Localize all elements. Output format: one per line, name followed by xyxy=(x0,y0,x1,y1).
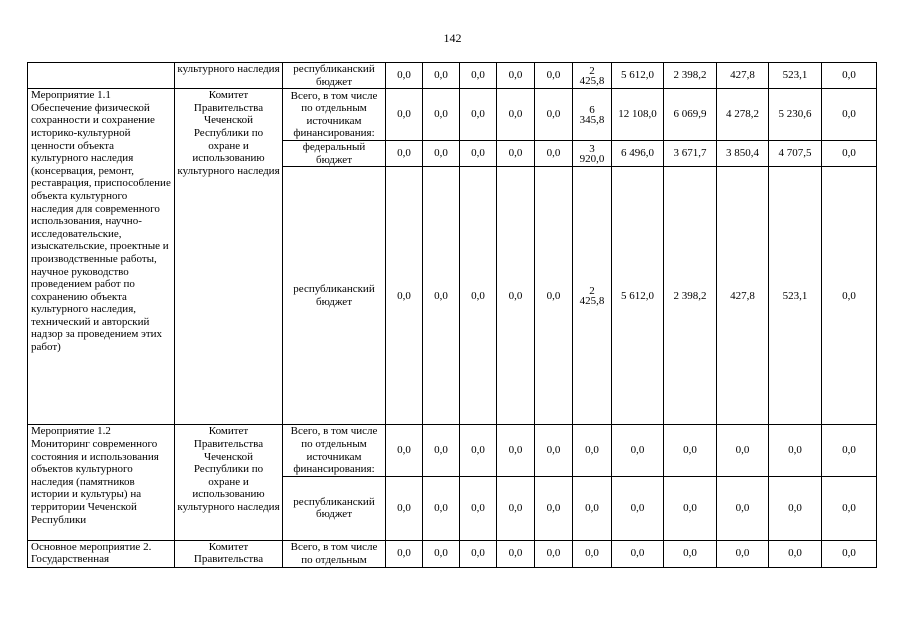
value-text: 2 425,8 xyxy=(579,284,605,307)
page-number: 142 xyxy=(443,31,462,45)
value-cell xyxy=(573,141,612,167)
value-cell: 0,0 xyxy=(423,476,460,540)
table-row xyxy=(28,89,877,141)
value-cell: 6 496,0 xyxy=(612,141,664,167)
value-cell: 0,0 xyxy=(423,89,460,141)
value-cell: 427,8 xyxy=(717,167,769,425)
value-cell: 0,0 xyxy=(717,540,769,567)
value-cell: 0,0 xyxy=(460,141,497,167)
value-cell: 0,0 xyxy=(497,540,535,567)
value-cell: 3 850,4 xyxy=(717,141,769,167)
value-cell: 0,0 xyxy=(664,540,717,567)
value-cell: 0,0 xyxy=(664,425,717,476)
value-cell xyxy=(573,89,612,141)
value-cell: 4 707,5 xyxy=(769,141,822,167)
value-cell: 0,0 xyxy=(460,540,497,567)
value-cell: 0,0 xyxy=(769,476,822,540)
source-cell: Всего, в том числе по отдельным источникам финансирования: xyxy=(283,425,386,476)
value-cell: 0,0 xyxy=(535,89,573,141)
source-cell: Всего, в том числе по отдельным источникам финансирования: xyxy=(283,89,386,141)
executor-cell: Комитет Правительства Чеченской Республики по охране и использованию культурного наследия xyxy=(175,425,283,540)
value-cell: 0,0 xyxy=(497,141,535,167)
value-cell: 0,0 xyxy=(573,540,612,567)
event-cell: Основное мероприятие 2. Государственная xyxy=(28,540,175,567)
value-cell: 0,0 xyxy=(386,476,423,540)
value-cell: 0,0 xyxy=(535,540,573,567)
value-text: 2 425,8 xyxy=(579,64,605,87)
value-cell: 5 612,0 xyxy=(612,63,664,89)
value-cell: 0,0 xyxy=(386,425,423,476)
source-cell: Всего, в том числе по отдельным xyxy=(283,540,386,567)
value-cell: 0,0 xyxy=(460,63,497,89)
value-cell: 0,0 xyxy=(535,425,573,476)
executor-cell: культурного наследия xyxy=(175,63,283,89)
table-row xyxy=(28,425,877,476)
value-cell: 5 612,0 xyxy=(612,167,664,425)
value-cell: 12 108,0 xyxy=(612,89,664,141)
value-cell: 0,0 xyxy=(573,476,612,540)
value-cell: 6 069,9 xyxy=(664,89,717,141)
value-cell: 0,0 xyxy=(664,476,717,540)
value-cell: 0,0 xyxy=(822,141,877,167)
executor-cell: Комитет Правительства Чеченской Республики по охране и использованию культурного наследия xyxy=(175,89,283,425)
value-cell: 523,1 xyxy=(769,167,822,425)
value-cell: 427,8 xyxy=(717,63,769,89)
value-cell: 0,0 xyxy=(386,63,423,89)
value-cell: 0,0 xyxy=(386,141,423,167)
value-cell: 0,0 xyxy=(822,425,877,476)
value-cell: 0,0 xyxy=(612,476,664,540)
value-cell: 0,0 xyxy=(386,540,423,567)
table-row xyxy=(28,540,877,567)
value-cell: 0,0 xyxy=(497,476,535,540)
source-cell: республиканский бюджет xyxy=(283,63,386,89)
value-cell: 0,0 xyxy=(822,63,877,89)
value-cell: 2 398,2 xyxy=(664,167,717,425)
source-cell: республиканский бюджет xyxy=(283,476,386,540)
value-cell: 0,0 xyxy=(386,167,423,425)
value-cell: 0,0 xyxy=(822,540,877,567)
source-cell: республиканский бюджет xyxy=(283,167,386,425)
value-cell: 0,0 xyxy=(822,167,877,425)
value-cell: 0,0 xyxy=(423,63,460,89)
value-cell: 0,0 xyxy=(460,476,497,540)
value-cell: 0,0 xyxy=(423,141,460,167)
event-cell xyxy=(28,63,175,89)
value-cell: 0,0 xyxy=(769,540,822,567)
value-cell: 0,0 xyxy=(386,89,423,141)
event-cell: Мероприятие 1.2 Мониторинг современного состояния и использования объектов культурного наследия (памятников истории и культуры) на территории Чеченской Республики xyxy=(28,425,175,540)
value-cell: 0,0 xyxy=(717,425,769,476)
value-cell: 0,0 xyxy=(497,167,535,425)
value-text: 6 345,8 xyxy=(579,103,605,126)
value-cell: 3 671,7 xyxy=(664,141,717,167)
value-cell: 4 278,2 xyxy=(717,89,769,141)
executor-cell: Комитет Правительства xyxy=(175,540,283,567)
budget-table xyxy=(27,62,877,568)
value-cell: 0,0 xyxy=(822,89,877,141)
value-cell: 0,0 xyxy=(497,63,535,89)
table-row xyxy=(28,63,877,89)
value-cell: 0,0 xyxy=(612,425,664,476)
value-cell xyxy=(573,167,612,425)
value-cell: 0,0 xyxy=(535,167,573,425)
source-cell: федеральный бюджет xyxy=(283,141,386,167)
value-cell: 0,0 xyxy=(769,425,822,476)
table-body xyxy=(28,63,877,568)
value-cell: 0,0 xyxy=(535,141,573,167)
value-cell: 0,0 xyxy=(460,425,497,476)
value-cell: 0,0 xyxy=(822,476,877,540)
value-cell: 523,1 xyxy=(769,63,822,89)
value-cell: 0,0 xyxy=(460,89,497,141)
value-text: 3 920,0 xyxy=(579,142,605,165)
value-cell: 0,0 xyxy=(423,425,460,476)
value-cell: 5 230,6 xyxy=(769,89,822,141)
value-cell: 0,0 xyxy=(612,540,664,567)
value-cell: 0,0 xyxy=(423,540,460,567)
value-cell: 0,0 xyxy=(535,476,573,540)
value-cell: 0,0 xyxy=(573,425,612,476)
value-cell: 0,0 xyxy=(497,425,535,476)
value-cell: 0,0 xyxy=(717,476,769,540)
value-cell: 0,0 xyxy=(423,167,460,425)
value-cell xyxy=(573,63,612,89)
value-cell: 0,0 xyxy=(535,63,573,89)
value-cell: 2 398,2 xyxy=(664,63,717,89)
value-cell: 0,0 xyxy=(497,89,535,141)
value-cell: 0,0 xyxy=(460,167,497,425)
event-cell: Мероприятие 1.1 Обеспечение физической сохранности и сохранение историко-культурной ценности объекта культурного наследия (консервация, ремонт, реставрация, приспособление объекта культурного наследия для современного использования, научно-исследовательские, изыскательские, проектные и производственные работы, научное руководство проведением работ по сохранению объекта культурного наследия, технический и авторский надзор за проведением этих работ) xyxy=(28,89,175,425)
